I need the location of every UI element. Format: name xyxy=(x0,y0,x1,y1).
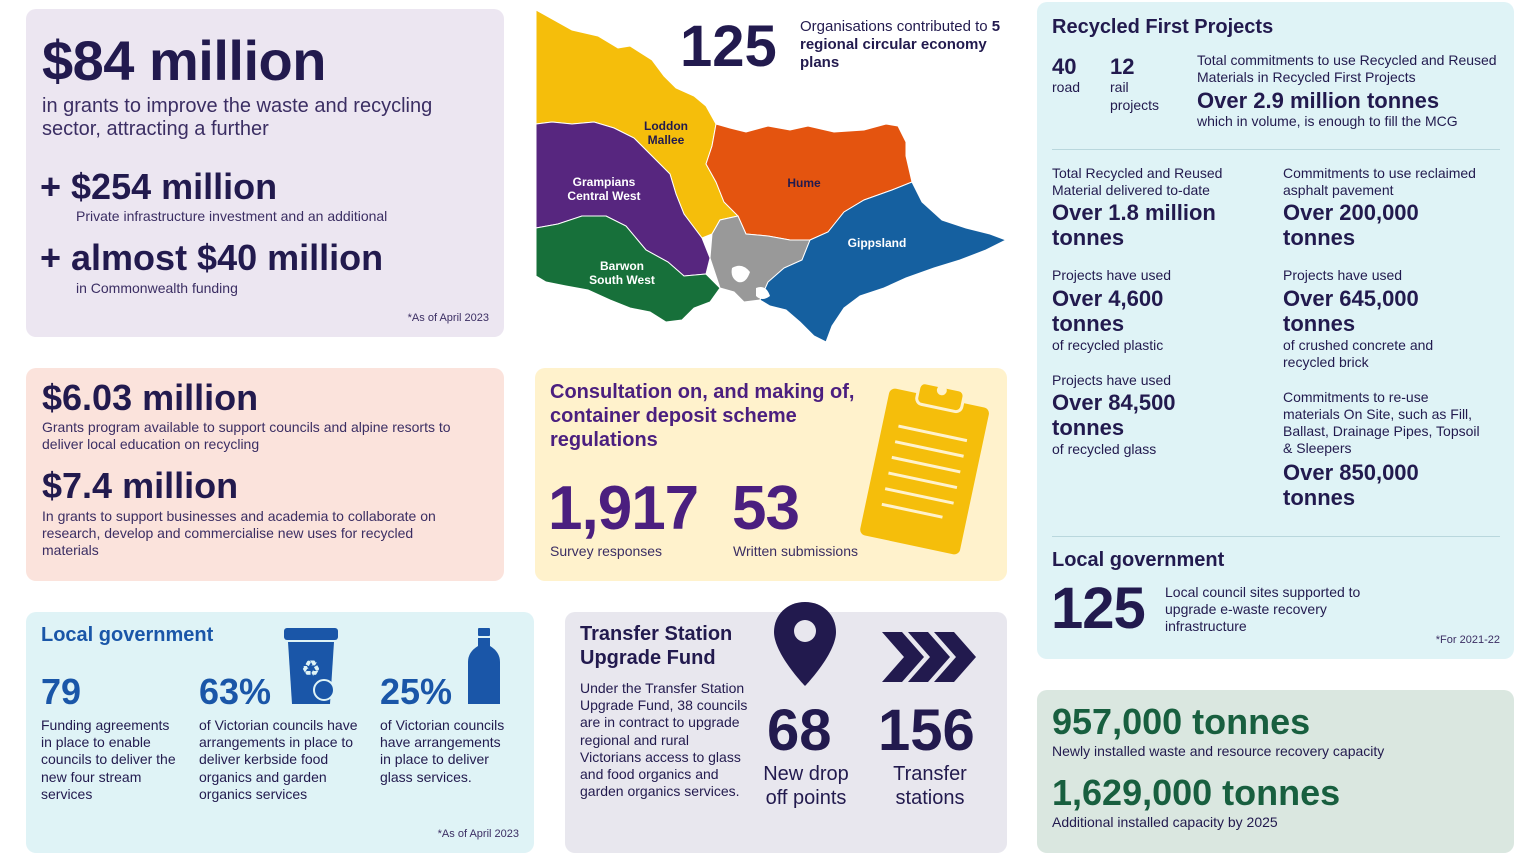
education-amount-1: $6.03 million xyxy=(42,377,259,418)
glass-label: Projects have used xyxy=(1052,372,1172,388)
delivered-value: Over 1.8 million tonnes xyxy=(1052,200,1216,250)
grants-note: *As of April 2023 xyxy=(407,312,489,324)
stations-label: Transfer stations xyxy=(893,763,967,809)
commit-note: which in volume, is enough to fill the MCG xyxy=(1197,113,1458,129)
consultation-card xyxy=(535,368,1007,581)
lg-ewaste-text: Local council sites supported to upgrade e-waste recovery infrastructure xyxy=(1165,584,1361,634)
education-text-1: Grants program available to support councils and alpine resorts to deliver local education on recycling xyxy=(42,419,451,452)
road-number: 40 xyxy=(1052,54,1077,79)
transfer-station-card xyxy=(565,612,1007,853)
plastic-note: of recycled plastic xyxy=(1052,337,1164,353)
capacity-text-1: Newly installed waste and resource recovery capacity xyxy=(1052,743,1385,759)
bottle-icon xyxy=(466,626,502,708)
commonwealth-text: in Commonwealth funding xyxy=(76,280,238,296)
glass-value: Over 84,500 tonnes xyxy=(1052,390,1176,440)
chevrons-right-icon xyxy=(878,626,982,688)
transfer-title: Transfer Station Upgrade Fund xyxy=(580,623,733,669)
stations-number: 156 xyxy=(878,698,975,763)
regional-number: 125 xyxy=(680,14,777,79)
svg-text:♻: ♻ xyxy=(301,657,321,682)
rail-number: 12 xyxy=(1110,54,1135,79)
onsite-value: Over 850,000 tonnes xyxy=(1283,460,1419,510)
written-label: Written submissions xyxy=(733,543,859,559)
local-gov-services-card xyxy=(26,612,534,853)
lg-ewaste-title: Local government xyxy=(1052,549,1225,571)
stat-63-number: 63% xyxy=(199,671,272,712)
delivered-label: Total Recycled and Reused Material delivered to-date xyxy=(1052,165,1223,198)
commonwealth-amount: + almost $40 million xyxy=(40,237,384,278)
education-card xyxy=(26,368,504,581)
label-grampians: Grampians Central West xyxy=(567,175,641,203)
stat-25-number: 25% xyxy=(380,671,453,712)
stat-63-text: of Victorian councils have arrangements in place to deliver kerbside food organics and garden organics services xyxy=(199,717,358,802)
label-barwon: Barwon South West xyxy=(589,259,655,287)
dropoff-label: New drop off points xyxy=(763,763,849,809)
capacity-card xyxy=(1037,690,1514,853)
commit-label: Total commitments to use Recycled and Reused Materials in Recycled First Projects xyxy=(1197,52,1497,85)
glass-note: of recycled glass xyxy=(1052,441,1157,457)
concrete-note: of crushed concrete and recycled brick xyxy=(1283,337,1434,370)
recycled-first-card xyxy=(1037,2,1514,659)
survey-number: 1,917 xyxy=(548,474,699,543)
map-pin-icon xyxy=(770,598,840,690)
education-text-2: In grants to support businesses and academia to collaborate on research, develop and commercialise new uses for recycled materials xyxy=(42,508,436,558)
concrete-label: Projects have used xyxy=(1283,267,1403,283)
private-text: Private infrastructure investment and an additional xyxy=(76,208,388,224)
onsite-label: Commitments to re-use materials On Site, such as Fill, Ballast, Drainage Pipes, Topsoil & Sleepers xyxy=(1283,389,1480,456)
divider xyxy=(1052,536,1500,537)
plastic-value: Over 4,600 tonnes xyxy=(1052,286,1164,336)
local-gov-title: Local government xyxy=(41,624,214,646)
dropoff-number: 68 xyxy=(767,698,832,763)
asphalt-label: Commitments to use reclaimed asphalt pavement xyxy=(1283,165,1476,198)
capacity-text-2: Additional installed capacity by 2025 xyxy=(1052,814,1278,830)
label-gippsland: Gippsland xyxy=(847,236,907,250)
regional-map-panel xyxy=(534,6,1008,351)
private-amount: + $254 million xyxy=(40,166,278,207)
survey-label: Survey responses xyxy=(550,543,663,559)
education-amount-2: $7.4 million xyxy=(42,465,239,506)
road-label: road xyxy=(1052,79,1081,95)
lg-ewaste-note: *For 2021-22 xyxy=(1435,634,1500,646)
lg-ewaste-number: 125 xyxy=(1051,576,1145,641)
transfer-body: Under the Transfer Station Upgrade Fund, 38 councils are in contract to upgrade regional and rural Victorians access to glass and food organics and garden organics services. xyxy=(580,680,748,800)
stat-25-text: of Victorian councils have arrangements in place to deliver glass services. xyxy=(380,717,505,785)
label-hume: Hume xyxy=(787,176,821,190)
regional-text-bold: 5 regional circular economy plans xyxy=(800,18,1001,71)
plastic-label: Projects have used xyxy=(1052,267,1172,283)
capacity-value-2: 1,629,000 tonnes xyxy=(1052,772,1341,813)
grants-lead: in grants to improve the waste and recycling sector, attracting a further xyxy=(42,95,433,140)
commit-value: Over 2.9 million tonnes xyxy=(1197,88,1440,113)
grants-card xyxy=(26,9,504,337)
recycled-first-title: Recycled First Projects xyxy=(1052,16,1274,38)
regional-text: Organisations contributed to xyxy=(800,18,992,35)
divider xyxy=(1052,149,1500,150)
capacity-value-1: 957,000 tonnes xyxy=(1052,701,1311,742)
rail-label: rail projects xyxy=(1110,79,1160,113)
stat-79-text: Funding agreements in place to enable councils to deliver the new four stream services xyxy=(41,717,176,802)
concrete-value: Over 645,000 tonnes xyxy=(1283,286,1419,336)
regional-description xyxy=(800,18,1010,72)
local-gov-note: *As of April 2023 xyxy=(437,828,519,840)
label-loddon: Loddon Mallee xyxy=(644,119,688,147)
stat-79-number: 79 xyxy=(41,671,82,712)
consultation-title: Consultation on, and making of, container deposit scheme regulations xyxy=(550,381,855,451)
grants-headline: $84 million xyxy=(42,29,326,92)
asphalt-value: Over 200,000 tonnes xyxy=(1283,200,1419,250)
written-number: 53 xyxy=(732,474,799,543)
clipboard-icon xyxy=(851,374,993,574)
recycling-bin-icon xyxy=(280,626,342,708)
